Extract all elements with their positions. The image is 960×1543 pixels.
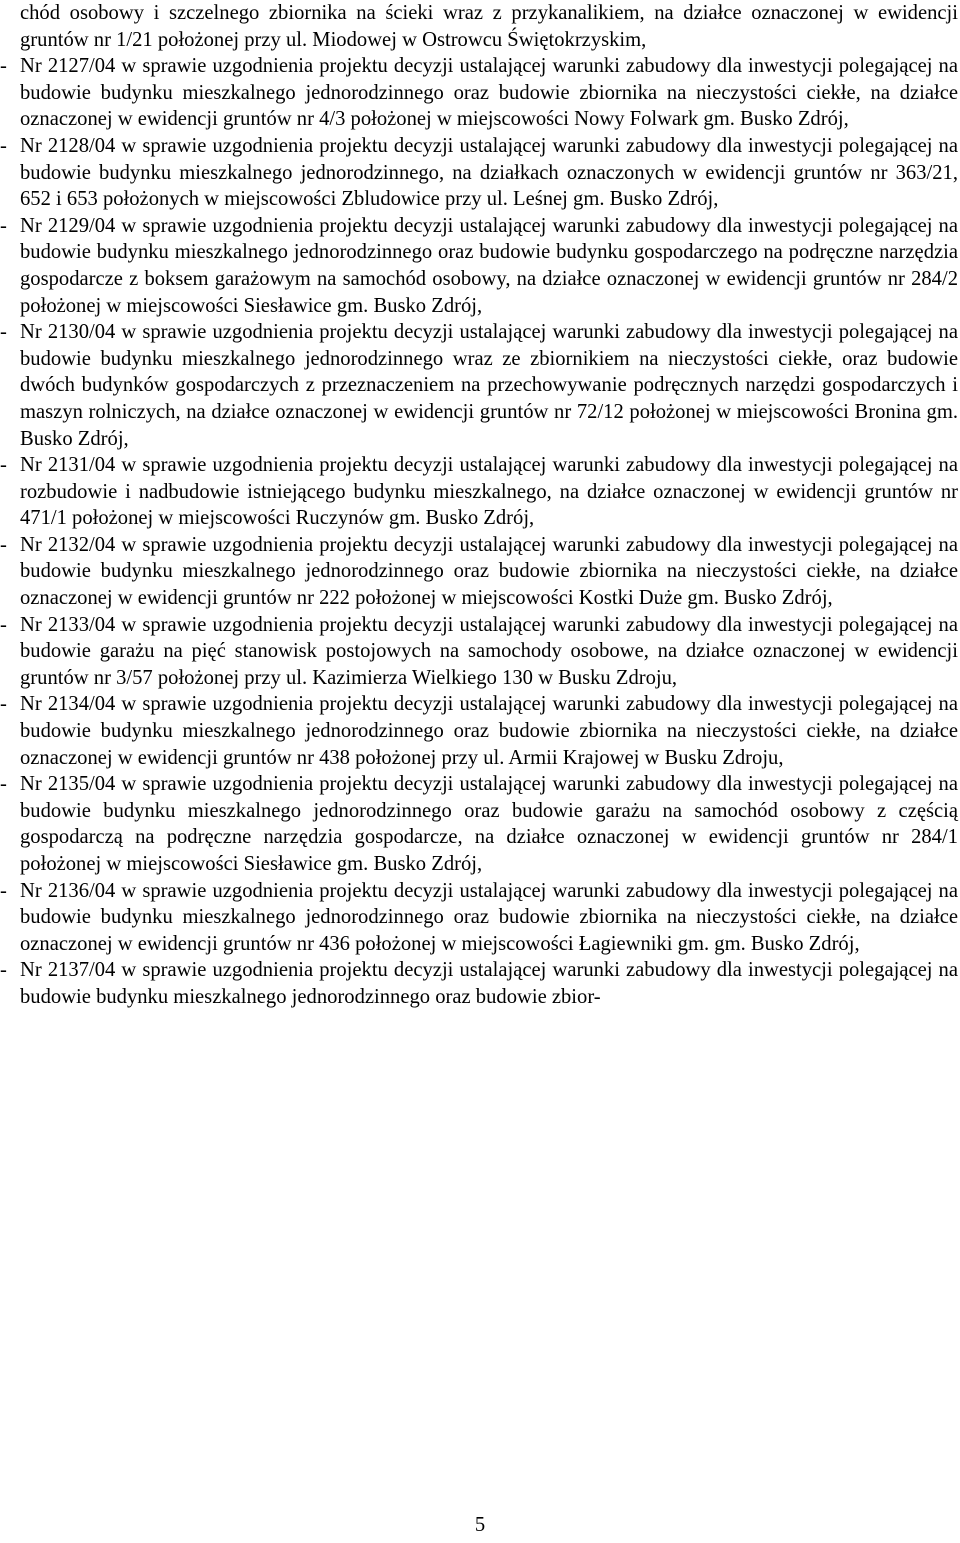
page-number: 5 bbox=[474, 1514, 486, 1536]
list-item-text: Nr 2127/04 w sprawie uzgodnienia projektu decyzji ustalającej warunki zabudowy dla inwestycji polegającej na budowie budynku mieszkalnego jednorodzinnego oraz budowie zbiornika na nieczystości ciekłe, na działce oznaczonej w ewidencji gruntów nr 4/3 położonej w miejscowości Nowy Folwark gm. Busko Zdrój, bbox=[20, 55, 958, 131]
list-item-text: Nr 2128/04 w sprawie uzgodnienia projektu decyzji ustalającej warunki zabudowy dla inwestycji polegającej na budowie budynku mieszkalnego jednorodzinnego, na działkach oznaczonych w ewidencji gruntów nr 363/21, 652 i 653 położonych w miejscowości Zbludowice przy ul. Leśnej gm. Busko Zdrój, bbox=[20, 134, 958, 211]
list-item-text: Nr 2132/04 w sprawie uzgodnienia projektu decyzji ustalającej warunki zabudowy dla inwestycji polegającej na budowie budynku mieszkalnego jednorodzinnego oraz budowie zbiornika na nieczystości ciekłe, na działce oznaczonej w ewidencji gruntów nr 222 położonej w miejscowości Kostki Duże gm. Busko Zdrój, bbox=[20, 533, 958, 610]
list-dash: - bbox=[0, 321, 7, 344]
list-item bbox=[0, 213, 960, 319]
list-item-text: Nr 2131/04 w sprawie uzgodnienia projektu decyzji ustalającej warunki zabudowy dla inwestycji polegającej na rozbudowie i nadbudowie istniejącego budynku mieszkalnego, na działce oznaczonej w ewidencji gruntów nr 471/1 położonej w miejscowości Ruczynów gm. Busko Zdrój, bbox=[20, 454, 958, 530]
list-item-text: Nr 2134/04 w sprawie uzgodnienia projektu decyzji ustalającej warunki zabudowy dla inwestycji polegającej na budowie budynku mieszkalnego jednorodzinnego oraz budowie zbiornika na nieczystości ciekłe, na działce oznaczonej w ewidencji gruntów nr 438 położonej przy ul. Armii Krajowej w Busku Zdroju, bbox=[20, 693, 958, 769]
list-dash: - bbox=[0, 55, 7, 78]
list-dash: - bbox=[0, 454, 7, 477]
list-dash: - bbox=[0, 879, 7, 902]
list-dash: - bbox=[0, 533, 7, 556]
list-item bbox=[0, 612, 960, 692]
list-item bbox=[0, 957, 960, 1010]
list-dash: - bbox=[0, 959, 7, 982]
list-item-text: Nr 2129/04 w sprawie uzgodnienia projektu decyzji ustalającej warunki zabudowy dla inwestycji polegającej na budowie budynku mieszkalnego jednorodzinnego oraz budowie budynku gospodarczego na podręczne narzędzia gospodarcze z boksem garażowym na samochód osobowy, na działce oznaczonej w ewidencji gruntów nr 284/2 położonej w miejscowości Siesławice gm. Busko Zdrój, bbox=[20, 214, 958, 317]
list-item bbox=[0, 532, 960, 612]
list-item bbox=[0, 53, 960, 133]
list-item bbox=[0, 878, 960, 958]
list-dash: - bbox=[0, 773, 7, 796]
list-item bbox=[0, 319, 960, 452]
list-item-text: Nr 2135/04 w sprawie uzgodnienia projektu decyzji ustalającej warunki zabudowy dla inwestycji polegającej na budowie budynku mieszkalnego jednorodzinnego oraz budowie garażu na samochód osobowy z częścią gospodarczą na podręczne narzędzia gospodarcze, na działce oznaczonej w ewidencji gruntów nr 284/1 położonej w miejscowości Siesławice gm. Busko Zdrój, bbox=[20, 773, 958, 875]
list-item bbox=[0, 452, 960, 532]
list-item-text: Nr 2137/04 w sprawie uzgodnienia projektu decyzji ustalającej warunki zabudowy dla inwestycji polegającej na budowie budynku mieszkalnego jednorodzinnego oraz budowie zbior- bbox=[20, 959, 958, 1008]
list-item bbox=[0, 133, 960, 213]
list-item-text: Nr 2136/04 w sprawie uzgodnienia projektu decyzji ustalającej warunki zabudowy dla inwestycji polegającej na budowie budynku mieszkalnego jednorodzinnego oraz budowie zbiornika na nieczystości ciekłe, na działce oznaczonej w ewidencji gruntów nr 436 położonej w miejscowości Łagiewniki gm. gm. Busko Zdrój, bbox=[20, 879, 958, 955]
list-dash: - bbox=[0, 693, 7, 716]
opening-fragment: chód osobowy i szczelnego zbiornika na ścieki wraz z przykanalikiem, na działce oznaczonej w ewidencji gruntów nr 1/21 położonej przy ul. Miodowej w Ostrowcu Świętokrzyskim, bbox=[20, 2, 958, 51]
list-item-text: Nr 2133/04 w sprawie uzgodnienia projektu decyzji ustalającej warunki zabudowy dla inwestycji polegającej na budowie garażu na pięć stanowisk postojowych na samochody osobowe, na działce oznaczonej w ewidencji gruntów nr 3/57 położonej przy ul. Kazimierza Wielkiego 130 w Busku Zdroju, bbox=[20, 613, 958, 689]
list-item-text: Nr 2130/04 w sprawie uzgodnienia projektu decyzji ustalającej warunki zabudowy dla inwestycji polegającej na budowie budynku mieszkalnego jednorodzinnego wraz ze zbiornikiem na nieczystości ciekłe, oraz budowie dwóch budynków gospodarczych z przeznaczeniem na przechowywanie podręcznych narzędzi gospodarczych i maszyn rolniczych, na działce oznaczonej w ewidencji gruntów nr 72/12 położonej w miejscowości Bronina gm. Busko Zdrój, bbox=[20, 321, 958, 450]
list-dash: - bbox=[0, 613, 7, 636]
list-item bbox=[0, 691, 960, 771]
list-dash: - bbox=[0, 214, 7, 237]
list-item bbox=[0, 771, 960, 877]
list-dash: - bbox=[0, 134, 7, 157]
